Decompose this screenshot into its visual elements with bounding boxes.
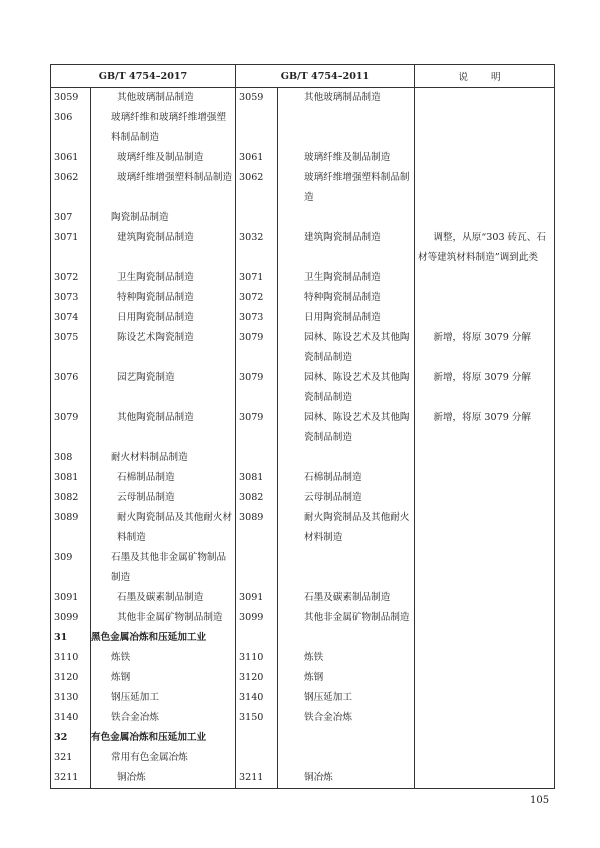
name-2017: 其他玻璃制品制造 [91, 88, 236, 109]
code-2017: 309 [51, 548, 91, 588]
note-cell [415, 508, 555, 548]
code-2011: 3120 [239, 672, 264, 683]
code-2017: 31 [51, 628, 91, 648]
code-2011: 3071 [239, 272, 264, 283]
note-text: 新增，将原 3079 分解 [433, 332, 532, 343]
code-2017: 3071 [51, 228, 91, 268]
name-2017: 耐火陶瓷制品及其他耐火材料制造 [91, 508, 236, 548]
table-row [51, 108, 555, 148]
table-row [51, 588, 555, 608]
name-2017: 炼钢 [91, 668, 236, 688]
note-cell [415, 468, 555, 488]
note-cell [415, 588, 555, 608]
code-2017: 3059 [51, 88, 91, 109]
note-cell [415, 648, 555, 668]
name-2017: 其他非金属矿物制品制造 [91, 608, 236, 628]
code-2017: 3081 [51, 468, 91, 488]
code-2011: 3061 [239, 152, 264, 163]
code-2011: 3081 [239, 472, 264, 483]
code-2017: 3120 [51, 668, 91, 688]
name-2011: 建筑陶瓷制品制造 [278, 228, 415, 268]
note-cell [415, 448, 555, 468]
table-row [51, 448, 555, 468]
table-row [51, 508, 555, 548]
table-body [51, 88, 555, 789]
code-2011 [236, 748, 278, 768]
table-row [51, 88, 555, 109]
name-2017: 黑色金属冶炼和压延加工业 [91, 628, 236, 648]
name-2011: 玻璃纤维增强塑料制品制造 [278, 168, 415, 208]
code-2011 [236, 108, 278, 148]
table-row [51, 708, 555, 728]
note-cell [415, 748, 555, 768]
note-text: 新增，将原 3079 分解 [433, 372, 532, 383]
note-cell [415, 228, 555, 268]
table-row [51, 628, 555, 648]
name-2011: 卫生陶瓷制品制造 [278, 268, 415, 288]
name-2011: 铁合金冶炼 [278, 708, 415, 728]
code-2011: 3099 [239, 612, 264, 623]
code-2011 [236, 728, 278, 748]
name-2011 [278, 108, 415, 148]
code-2011: 3032 [239, 232, 264, 243]
name-2011: 耐火陶瓷制品及其他耐火材料制造 [278, 508, 415, 548]
code-2017: 3075 [51, 328, 91, 368]
name-2017: 陈设艺术陶瓷制造 [91, 328, 236, 368]
name-2017: 玻璃纤维及制品制造 [91, 148, 236, 168]
code-2011: 3079 [239, 412, 264, 423]
note-text: 调整，从原“303 砖瓦、石材等建筑材料制造”调到此类 [418, 232, 546, 263]
table-row [51, 548, 555, 588]
name-2011: 石墨及碳素制品制造 [278, 588, 415, 608]
note-cell [415, 368, 555, 408]
note-cell [415, 88, 555, 109]
name-2017: 卫生陶瓷制品制造 [91, 268, 236, 288]
code-2017: 308 [51, 448, 91, 468]
name-2017: 玻璃纤维和玻璃纤维增强塑料制品制造 [91, 108, 236, 148]
code-2017: 3072 [51, 268, 91, 288]
table-row [51, 648, 555, 668]
name-2017: 石墨及碳素制品制造 [91, 588, 236, 608]
code-2017: 3062 [51, 168, 91, 208]
code-2017: 306 [51, 108, 91, 148]
table-row [51, 328, 555, 368]
name-2017: 其他陶瓷制品制造 [91, 408, 236, 448]
table-row [51, 608, 555, 628]
classification-correspondence-table [50, 64, 555, 789]
name-2011 [278, 728, 415, 748]
code-2017: 3140 [51, 708, 91, 728]
name-2017: 铁合金冶炼 [91, 708, 236, 728]
code-2011: 3073 [239, 312, 264, 323]
note-cell [415, 488, 555, 508]
name-2011: 钢压延加工 [278, 688, 415, 708]
table-row [51, 748, 555, 768]
table-row [51, 308, 555, 328]
table-row [51, 688, 555, 708]
code-2011: 3110 [239, 652, 264, 663]
table-row [51, 208, 555, 228]
name-2017: 石墨及其他非金属矿物制品制造 [91, 548, 236, 588]
code-2011: 3072 [239, 292, 264, 303]
note-cell [415, 768, 555, 789]
name-2011 [278, 628, 415, 648]
code-2011: 3211 [236, 768, 278, 789]
name-2011: 玻璃纤维及制品制造 [278, 148, 415, 168]
header-gbt-2011: GB/T 4754–2011 [236, 65, 415, 88]
code-2017: 321 [51, 748, 91, 768]
name-2011: 园林、陈设艺术及其他陶瓷制品制造 [278, 408, 415, 448]
note-cell [415, 728, 555, 748]
note-cell [415, 668, 555, 688]
name-2017: 石棉制品制造 [91, 468, 236, 488]
note-cell [415, 148, 555, 168]
name-2017: 耐火材料制品制造 [91, 448, 236, 468]
code-2011: 3059 [239, 92, 264, 103]
code-2017: 3073 [51, 288, 91, 308]
header-notes: 说 明 [415, 65, 555, 88]
name-2011: 园林、陈设艺术及其他陶瓷制品制造 [278, 368, 415, 408]
name-2017: 日用陶瓷制品制造 [91, 308, 236, 328]
name-2011: 炼钢 [278, 668, 415, 688]
code-2017: 3211 [51, 768, 91, 789]
name-2011: 特种陶瓷制品制造 [278, 288, 415, 308]
name-2017: 钢压延加工 [91, 688, 236, 708]
name-2017: 铜冶炼 [91, 768, 236, 789]
name-2011: 其他非金属矿物制品制造 [278, 608, 415, 628]
code-2017: 3089 [51, 508, 91, 548]
table-row [51, 408, 555, 448]
name-2011: 日用陶瓷制品制造 [278, 308, 415, 328]
name-2011 [278, 208, 415, 228]
name-2017: 玻璃纤维增强塑料制品制造 [91, 168, 236, 208]
code-2017: 3099 [51, 608, 91, 628]
note-cell [415, 168, 555, 208]
table-row [51, 768, 555, 789]
name-2011: 云母制品制造 [278, 488, 415, 508]
note-cell [415, 608, 555, 628]
table-row [51, 288, 555, 308]
code-2011: 3082 [239, 492, 264, 503]
name-2011: 其他玻璃制品制造 [278, 88, 415, 109]
code-2017: 3076 [51, 368, 91, 408]
table-header-row [51, 65, 555, 88]
code-2017: 3079 [51, 408, 91, 448]
name-2017: 云母制品制造 [91, 488, 236, 508]
code-2011 [236, 628, 278, 648]
name-2011 [278, 548, 415, 588]
code-2017: 3061 [51, 148, 91, 168]
table-row [51, 728, 555, 748]
header-gbt-2017: GB/T 4754–2017 [51, 65, 236, 88]
code-2011: 3091 [239, 592, 264, 603]
note-cell [415, 208, 555, 228]
name-2011 [278, 748, 415, 768]
name-2017: 炼铁 [91, 648, 236, 668]
note-cell [415, 628, 555, 648]
note-cell [415, 108, 555, 148]
name-2017: 陶瓷制品制造 [91, 208, 236, 228]
name-2011: 炼铁 [278, 648, 415, 668]
note-cell [415, 268, 555, 288]
name-2017: 建筑陶瓷制品制造 [91, 228, 236, 268]
table-row [51, 668, 555, 688]
note-cell [415, 288, 555, 308]
table-row [51, 148, 555, 168]
code-2011: 3089 [239, 512, 264, 523]
name-2011 [278, 448, 415, 468]
code-2011 [236, 208, 278, 228]
note-cell [415, 688, 555, 708]
code-2011: 3140 [239, 692, 264, 703]
page-number: 105 [530, 795, 550, 806]
name-2011: 铜冶炼 [278, 768, 415, 789]
code-2011 [236, 448, 278, 468]
code-2017: 3082 [51, 488, 91, 508]
name-2017: 有色金属冶炼和压延加工业 [91, 728, 236, 748]
name-2017: 园艺陶瓷制造 [91, 368, 236, 408]
name-2011: 园林、陈设艺术及其他陶瓷制品制造 [278, 328, 415, 368]
code-2011: 3062 [239, 172, 264, 183]
note-text: 新增，将原 3079 分解 [433, 412, 532, 423]
note-cell [415, 408, 555, 448]
note-cell [415, 548, 555, 588]
table-row [51, 368, 555, 408]
code-2017: 3074 [51, 308, 91, 328]
code-2017: 3110 [51, 648, 91, 668]
code-2011 [236, 548, 278, 588]
name-2017: 特种陶瓷制品制造 [91, 288, 236, 308]
code-2017: 3091 [51, 588, 91, 608]
note-cell [415, 328, 555, 368]
code-2017: 3130 [51, 688, 91, 708]
code-2017: 32 [51, 728, 91, 748]
table-row [51, 488, 555, 508]
code-2011: 3079 [239, 372, 264, 383]
code-2011: 3079 [239, 332, 264, 343]
code-2011: 3150 [239, 712, 264, 723]
name-2011: 石棉制品制造 [278, 468, 415, 488]
note-cell [415, 308, 555, 328]
table-row [51, 168, 555, 208]
table-row [51, 268, 555, 288]
table-row [51, 468, 555, 488]
table-row [51, 228, 555, 268]
name-2017: 常用有色金属冶炼 [91, 748, 236, 768]
note-cell [415, 708, 555, 728]
code-2017: 307 [51, 208, 91, 228]
